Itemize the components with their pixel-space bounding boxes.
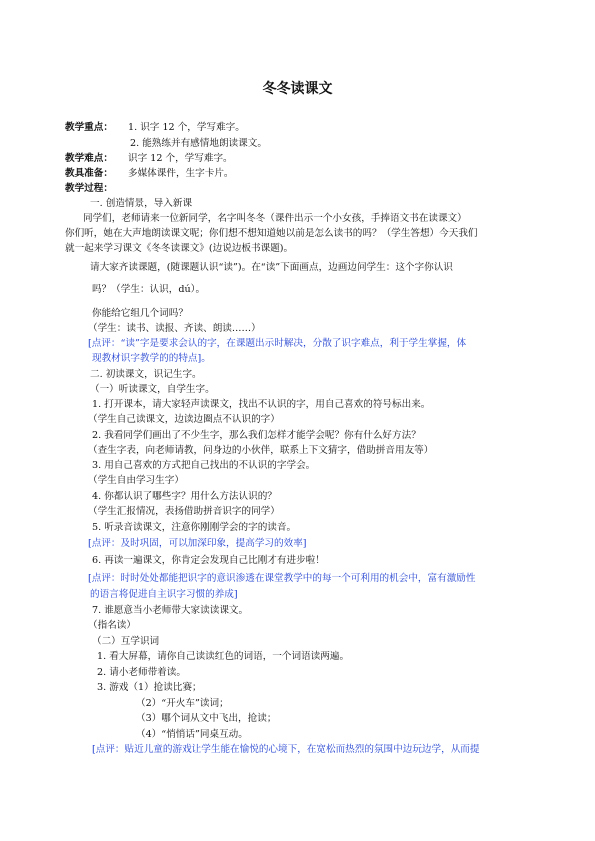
section-heading-2: 二. 初读课文，识记生字。 [90,369,202,380]
section-heading-1: 一. 创造情景，导入新课 [90,198,193,209]
list-item: 1. 打开课本，请大家轻声读课文，找出不认识的字，用自己喜欢的符号标出来。 [92,399,431,410]
list-item: （2）“开火车”读词； [136,698,229,709]
paragraph-line: 吗？（学生：认识，dú）。 [92,284,206,295]
list-item: 1. 看大屏幕，请你自己读读红色的词语，一个词语读两遍。 [97,651,350,662]
list-item: （3）哪个词从文中飞出，抢读； [136,713,277,724]
list-item: 2. 请小老师带着读。 [97,667,186,678]
prep-label: 教具准备： [65,168,113,179]
teacher-comment: 现教材识字教学的的特点]。 [92,353,211,364]
teacher-comment: [点评：“读”字是要求会认的字，在课题出示时解决，分散了识字难点，利于学生掌握，体 [88,338,467,349]
teacher-comment: [点评：时时处处都能把识字的意识渗透在课堂教学中的每一个可利用的机会中，富有激励性 [88,573,476,584]
list-item: （指名读） [88,620,136,631]
prep-text: 多媒体课件，生字卡片。 [128,168,234,179]
list-item: 3. 游戏（1）抢读比赛； [97,682,202,693]
list-item: 6. 再读一遍课文，你肯定会发现自己比刚才有进步啦！ [92,555,325,566]
teacher-comment: [点评：贴近儿童的游戏让学生能在愉悦的心境下，在宽松而热烈的氛围中边玩边学，从而提 [92,744,480,755]
paragraph-line: 你们听，她在大声地朗读课文呢；你们想不想知道她以前是怎么读书的吗？（学生答想）今天我们 [65,228,478,239]
list-item: 3. 用自己喜欢的方式把自己找出的不认识的字学会。 [92,460,316,471]
list-item: （查生字表，向老师请教，问身边的小伙伴，联系上下文猜字，借助拼音用友等） [88,445,434,456]
focus-item-1: 1. 识字 12 个，学写难字。 [128,122,245,133]
list-item: 7. 谁愿意当小老师带大家读读课文。 [92,605,249,616]
list-item: （学生自由学习生字） [88,475,184,486]
list-item: （4）“悄悄话”同桌互动。 [136,729,248,740]
focus-label: 教学重点： [65,122,113,133]
list-item: （学生汇报情况，表扬借助拼音识字的同学） [88,506,280,517]
list-item: 4. 你都认识了哪些字？用什么方法认识的？ [92,491,277,502]
focus-item-2: 2. 能熟练并有感情地朗读课文。 [130,138,267,149]
paragraph-line: （学生：读书、读报、齐读、朗读……） [88,323,261,334]
list-item: （学生自己读课文，边读边圈点不认识的字） [88,414,280,425]
teacher-comment: 的语言将促进自主识字习惯的养成] [90,589,238,600]
paragraph-line: 你能给它组几个词吗？ [92,308,188,319]
paragraph-line: 同学们，老师请来一位新同学，名字叫冬冬（课件出示一个小女孩，手捧语文书在读课文） [83,213,467,224]
subsection-heading: （一）听读课文，自学生字。 [90,384,215,395]
document-title: 冬冬读课文 [262,81,333,97]
subsection-heading: （二）互学识词 [92,636,160,647]
teacher-comment: [点评：及时巩固，可以加深印象，提高学习的效率] [88,538,307,549]
list-item: 2. 我看同学们画出了不少生字，那么我们怎样才能学会呢？你有什么好方法？ [92,430,421,441]
difficulty-text: 识字 12 个，学写难字。 [128,153,233,164]
difficulty-label: 教学难点： [65,153,113,164]
list-item: 5. 听录音读课文，注意你刚刚学会的字的读音。 [92,522,297,533]
process-label: 教学过程： [65,183,113,194]
paragraph-line: 请大家齐读课题，(随课题认识“读”)。在“读”下面画点，边画边问学生：这个字你认识 [90,262,453,273]
paragraph-line: 就一起来学习课文《冬冬读课文》(边说边板书课题)。 [65,243,294,254]
